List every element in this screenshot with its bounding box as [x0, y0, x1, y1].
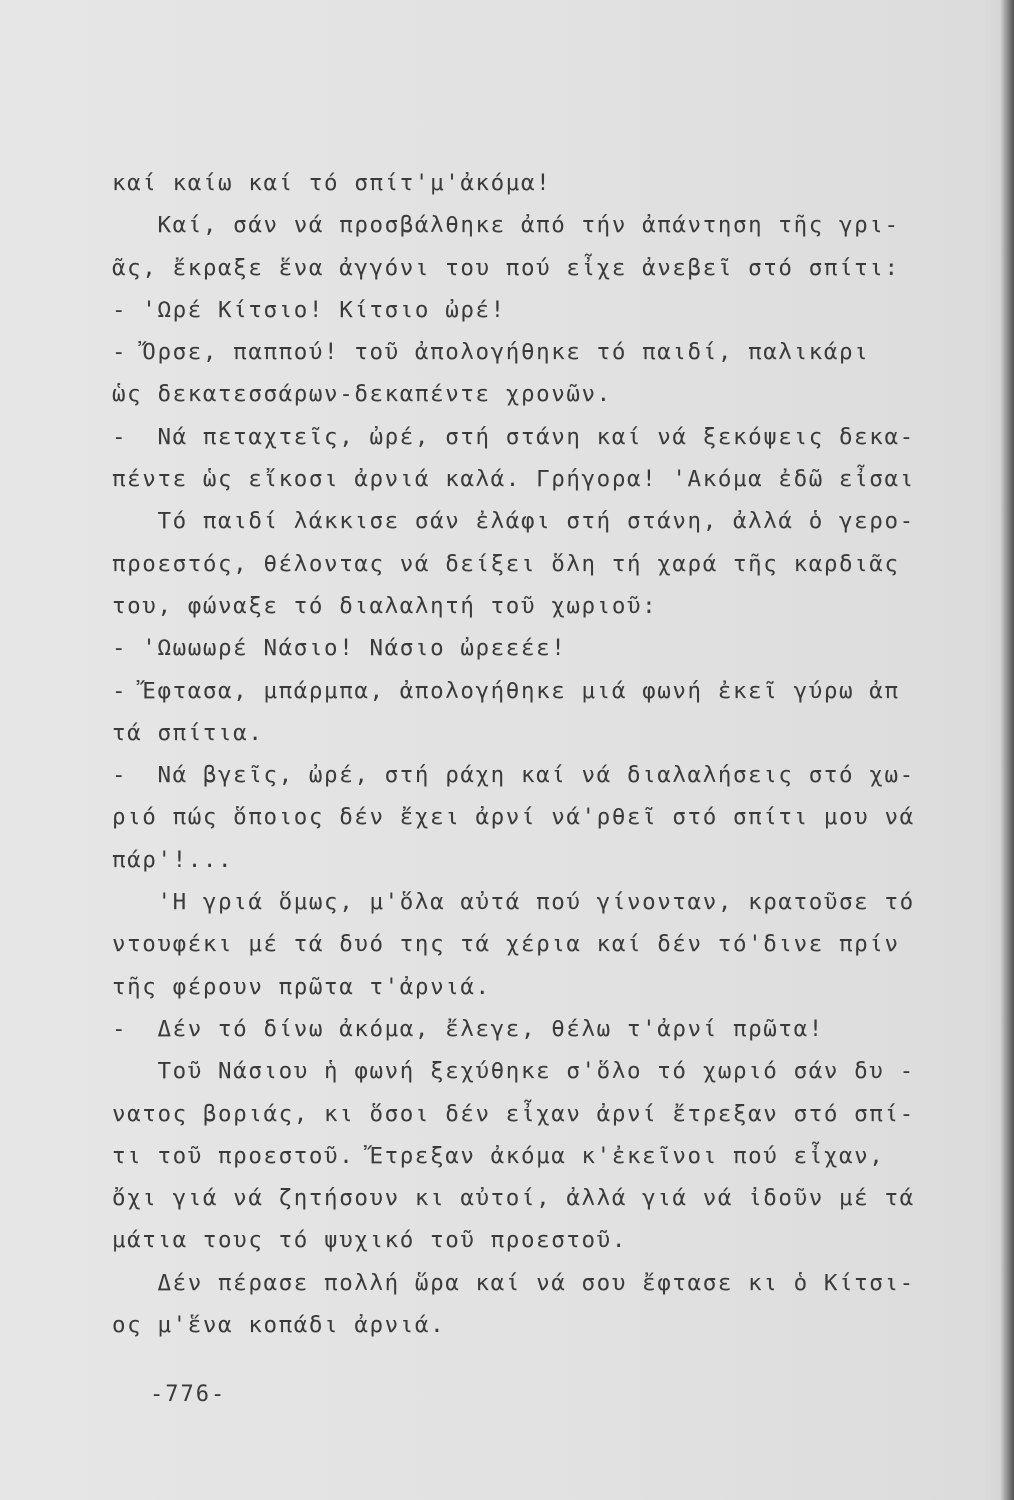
text-line: ος μ'ἕνα κοπάδι ἀρνιά.: [112, 1312, 446, 1339]
text-line: Τό παιδί λάκκισε σάν ἐλάφι στή στάνη, ἀλλά ὁ γερο-: [112, 508, 915, 535]
text-line: 'Η γριά ὅμως, μ'ὅλα αὐτά πού γίνονταν, κρατοῦσε τό: [112, 889, 915, 916]
text-line: ᾶς, ἔκραξε ἕνα ἀγγόνι του πού εἶχε ἀνεβεῖ στό σπίτι:: [112, 254, 900, 281]
text-line: - Δέν τό δίνω ἀκόμα, ἔλεγε, θέλω τ'ἀρνί πρῶτα!: [112, 1015, 824, 1042]
text-line: πέντε ὡς εἴκοσι ἀρνιά καλά. Γρήγορα! 'Ακόμα ἐδῶ εἶσαι: [112, 466, 915, 493]
text-line: Δέν πέρασε πολλή ὥρα καί νά σου ἔφτασε κι ὁ Κίτσι-: [112, 1269, 915, 1296]
text-line: - 'Ωρέ Κίτσιο! Κίτσιο ὠρέ!: [112, 296, 506, 323]
page-number: -776-: [150, 1382, 227, 1407]
text-line: ὄχι γιά νά ζητήσουν κι αὐτοί, ἀλλά γιά νά ἰδοῦν μέ τά: [112, 1185, 915, 1212]
text-line: τι τοῦ προεστοῦ. Ἔτρεξαν ἀκόμα κ'ἐκεῖνοι πού εἶχαν,: [112, 1142, 885, 1169]
text-line: του, φώναξε τό διαλαλητή τοῦ χωριοῦ:: [112, 592, 658, 619]
text-line: - Ὄρσε, παππού! τοῦ ἀπολογήθηκε τό παιδί, παλικάρι: [112, 339, 870, 366]
text-line: - Ἔφτασα, μπάρμπα, ἀπολογήθηκε μιά φωνή ἐκεῖ γύρω ἀπ: [112, 677, 900, 704]
text-line: ὡς δεκατεσσάρων-δεκαπέντε χρονῶν.: [112, 381, 612, 408]
text-line: Τοῦ Νάσιου ἡ φωνή ξεχύθηκε σ'ὅλο τό χωριό σάν δυ -: [112, 1058, 915, 1085]
text-line: ριό πώς ὅποιος δέν ἔχει ἀρνί νά'ρθεῖ στό σπίτι μου νά: [112, 804, 915, 831]
text-line: μάτια τους τό ψυχικό τοῦ προεστοῦ.: [112, 1227, 627, 1254]
text-line: ντουφέκι μέ τά δυό της τά χέρια καί δέν τό'δινε πρίν: [112, 931, 900, 958]
text-line: καί καίω καί τό σπίτ'μ'ἀκόμα!: [112, 170, 552, 196]
text-line: - Νά βγεῖς, ὠρέ, στή ράχη καί νά διαλαλήσεις στό χω-: [112, 762, 915, 789]
text-line: - 'Ωωωωρέ Νάσιο! Νάσιο ὠρεεέε!: [112, 635, 567, 662]
text-line: πάρ'!...: [112, 846, 234, 873]
body-text: [112, 162, 1002, 1346]
text-line: Καί, σάν νά προσβάλθηκε ἀπό τήν ἀπάντηση τῆς γρι-: [112, 212, 900, 239]
text-line: τά σπίτια.: [112, 719, 264, 746]
page-edge-shadow: [1000, 0, 1014, 1500]
text-line: τῆς φέρουν πρῶτα τ'ἀρνιά.: [112, 973, 491, 1000]
text-line: - Νά πεταχτεῖς, ὠρέ, στή στάνη καί νά ξεκόψεις δεκα-: [112, 423, 915, 450]
text-line: νατος βοριάς, κι ὅσοι δέν εἶχαν ἀρνί ἔτρεξαν στό σπί-: [112, 1100, 915, 1127]
text-line: προεστός, θέλοντας νά δείξει ὅλη τή χαρά τῆς καρδιᾶς: [112, 550, 900, 577]
